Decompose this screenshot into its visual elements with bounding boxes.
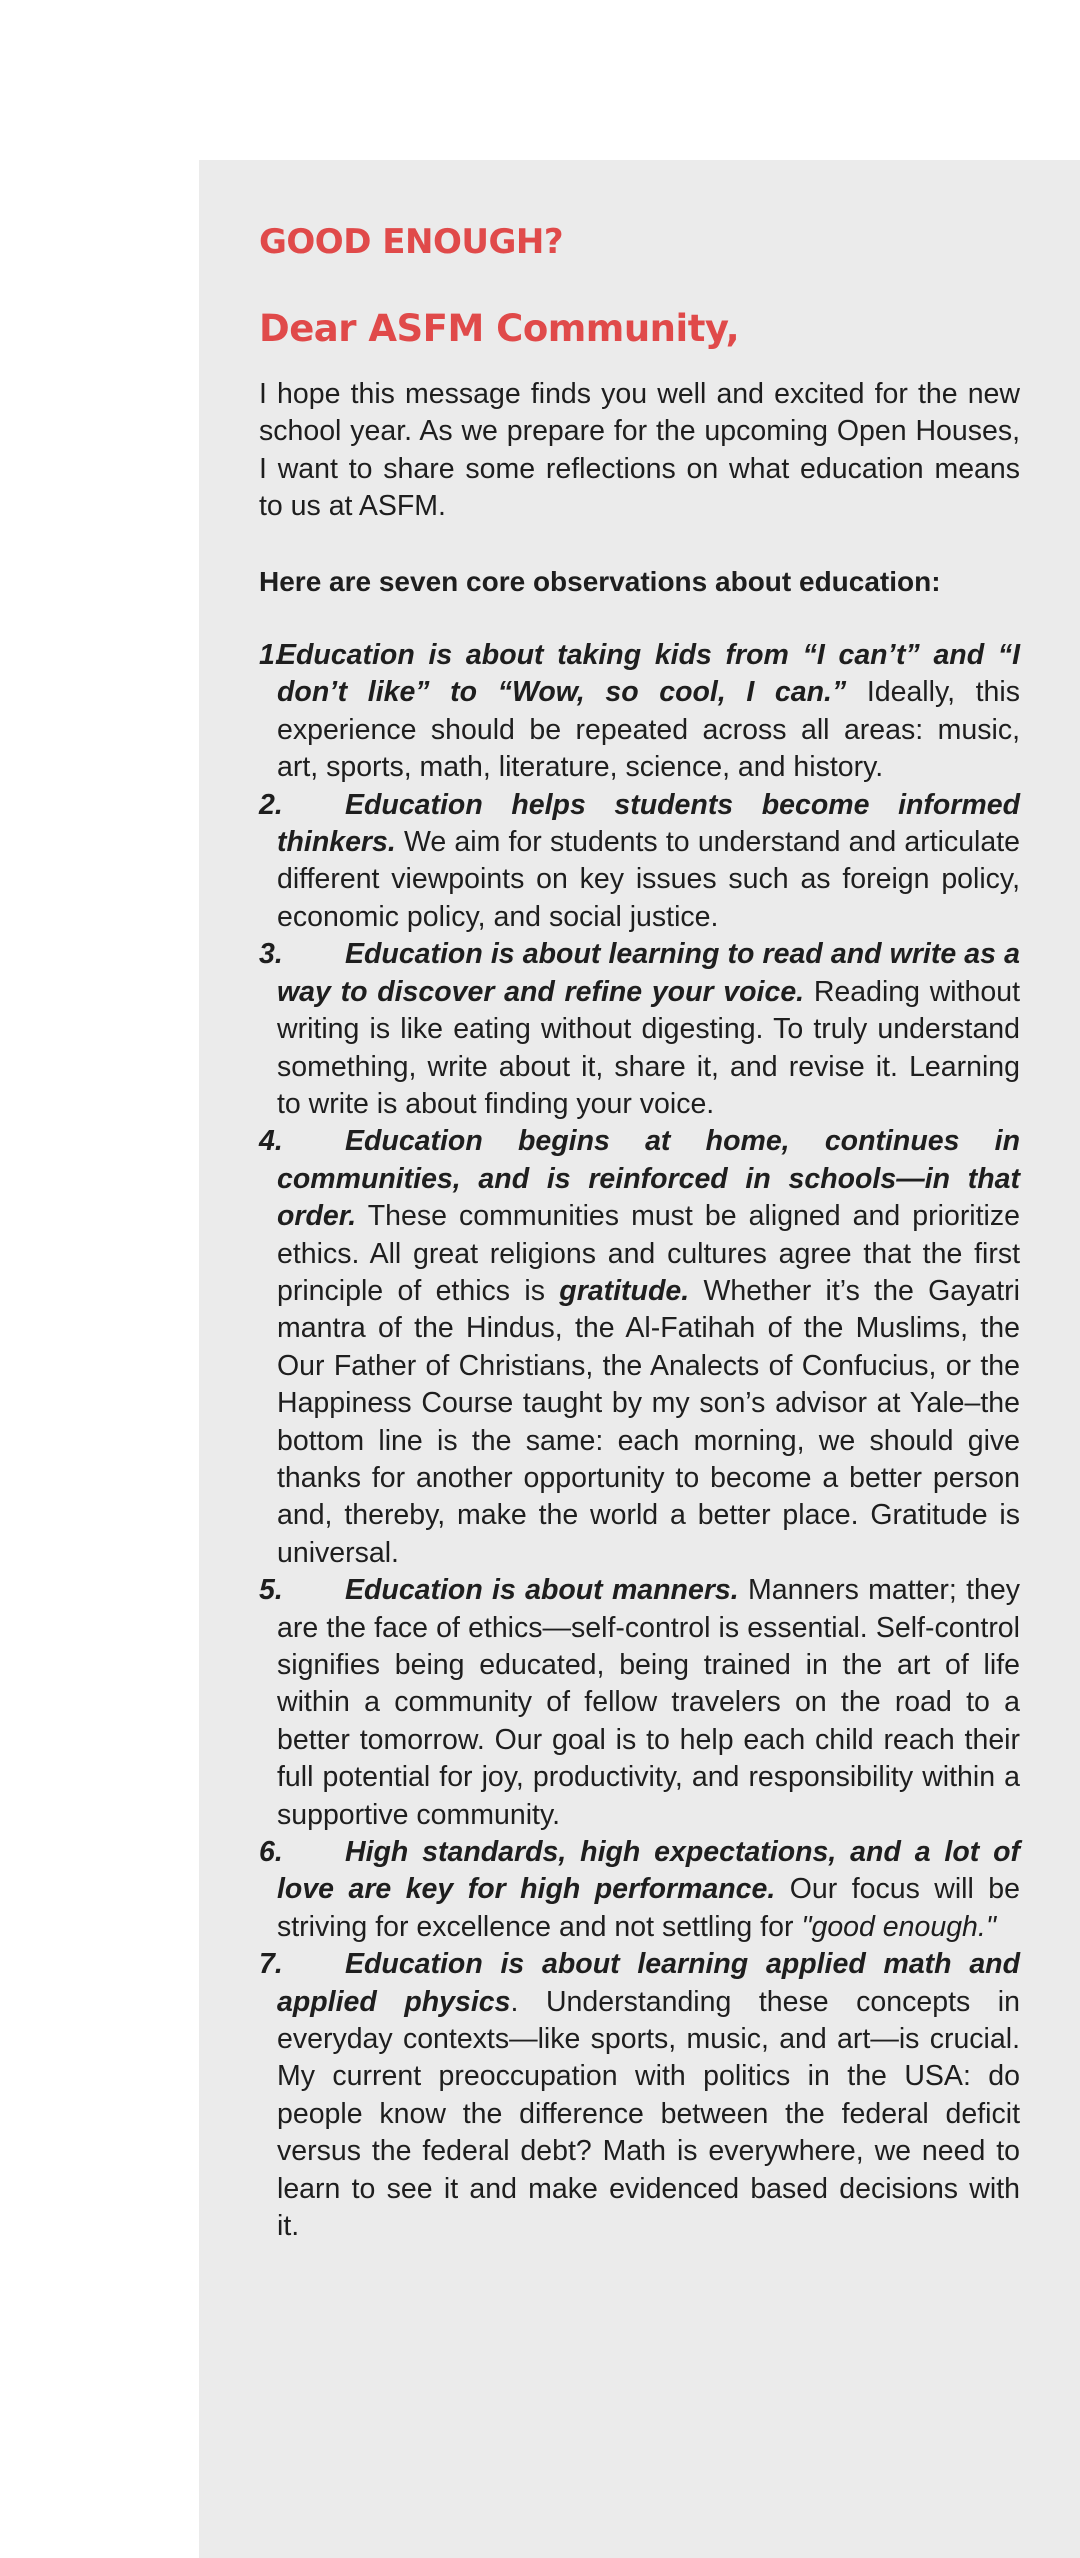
- item-body: These communities must be aligned and prioritize ethics. All great religions and cultures agree that the first principle of ethics is: [277, 1200, 1020, 1307]
- item-lead-in: Education helps students become informed thinkers.: [277, 788, 1020, 859]
- item-body: Manners matter; they are the face of ethics—self-control is essential. Self-control signifies being educated, being trained in the art of life within a community of fellow travelers on the road to a better tomorrow. Our goal is to help each child reach their full potential for joy, productivity, and responsibility within a supportive community.: [277, 1574, 1020, 1831]
- item-lead-in: Education is about manners.: [345, 1574, 739, 1607]
- item-emphasis: gratitude.: [559, 1274, 690, 1307]
- item-lead-in: High standards, high expectations, and a lot of love are key for high performance.: [277, 1836, 1020, 1906]
- list-item: [259, 787, 1020, 937]
- item-number: 6.: [259, 1836, 283, 1869]
- item-body: Reading without writing is like eating without digesting. To truly understand something, write about it, share it, and revise it. Learning to write is about finding your voice.: [277, 975, 1020, 1120]
- item-number: 5.: [259, 1574, 283, 1607]
- list-item: [259, 936, 1020, 1123]
- item-body: Our focus will be striving for excellence and not settling for: [277, 1873, 1020, 1943]
- item-lead-in: Education is about learning to read and write as a way to discover and refine your voice.: [277, 938, 1020, 1008]
- greeting-heading: Dear ASFM Community,: [259, 307, 740, 350]
- list-item: [259, 1123, 1020, 1572]
- item-number: 3.: [259, 938, 283, 971]
- list-item: [259, 1834, 1020, 1946]
- list-item: [259, 1946, 1020, 2245]
- item-lead-in: Education is about learning applied math and applied physics: [277, 1948, 1020, 2018]
- item-number: 7.: [259, 1948, 283, 1981]
- item-number: 1.: [259, 639, 283, 672]
- item-number: 4.: [259, 1125, 283, 1158]
- page-title: GOOD ENOUGH?: [259, 222, 564, 262]
- item-lead-in: Education begins at home, continues in communities, and is reinforced in schools—in that order.: [277, 1125, 1020, 1233]
- intro-paragraph: I hope this message finds you well and excited for the new school year. As we prepare for the upcoming Open Houses, I want to share some reflections on what education means to us at ASFM.: [259, 378, 1020, 523]
- observations-lead: Here are seven core observations about education:: [259, 565, 941, 597]
- item-body-continued: Whether it’s the Gayatri mantra of the Hindus, the Al-Fatihah of the Muslims, the Our Father of Christians, the Analects of Confucius, or the Happiness Course taught by my son’s advisor at Yale–the bottom line is the same: each morning, we should give thanks for another opportunity to become a better person and, thereby, make the world a better place. Gratitude is universal.: [277, 1274, 1020, 1569]
- item-lead-in: Education is about taking kids from “I can’t” and “I don’t like” to “Wow, so cool, I can.”: [277, 639, 1020, 709]
- item-emphasis: "good enough.": [801, 1910, 996, 1943]
- list-item: [259, 1572, 1020, 1834]
- list-item: [259, 637, 1020, 787]
- letter-content: [259, 218, 1020, 2246]
- item-body: . Understanding these concepts in everyday contexts—like sports, music, and art—is crucial. My current preoccupation with politics in the USA: do people know the difference between the federal deficit versus the federal debt? Math is everywhere, we need to learn to see it and make evidenced based decisions with it.: [277, 1985, 1020, 2243]
- item-body: We aim for students to understand and articulate different viewpoints on key issues such as foreign policy, economic policy, and social justice.: [277, 826, 1020, 933]
- item-body: Ideally, this experience should be repeated across all areas: music, art, sports, math, literature, science, and history.: [277, 676, 1020, 784]
- item-number: 2.: [259, 788, 283, 821]
- observations-list: [259, 637, 1020, 2245]
